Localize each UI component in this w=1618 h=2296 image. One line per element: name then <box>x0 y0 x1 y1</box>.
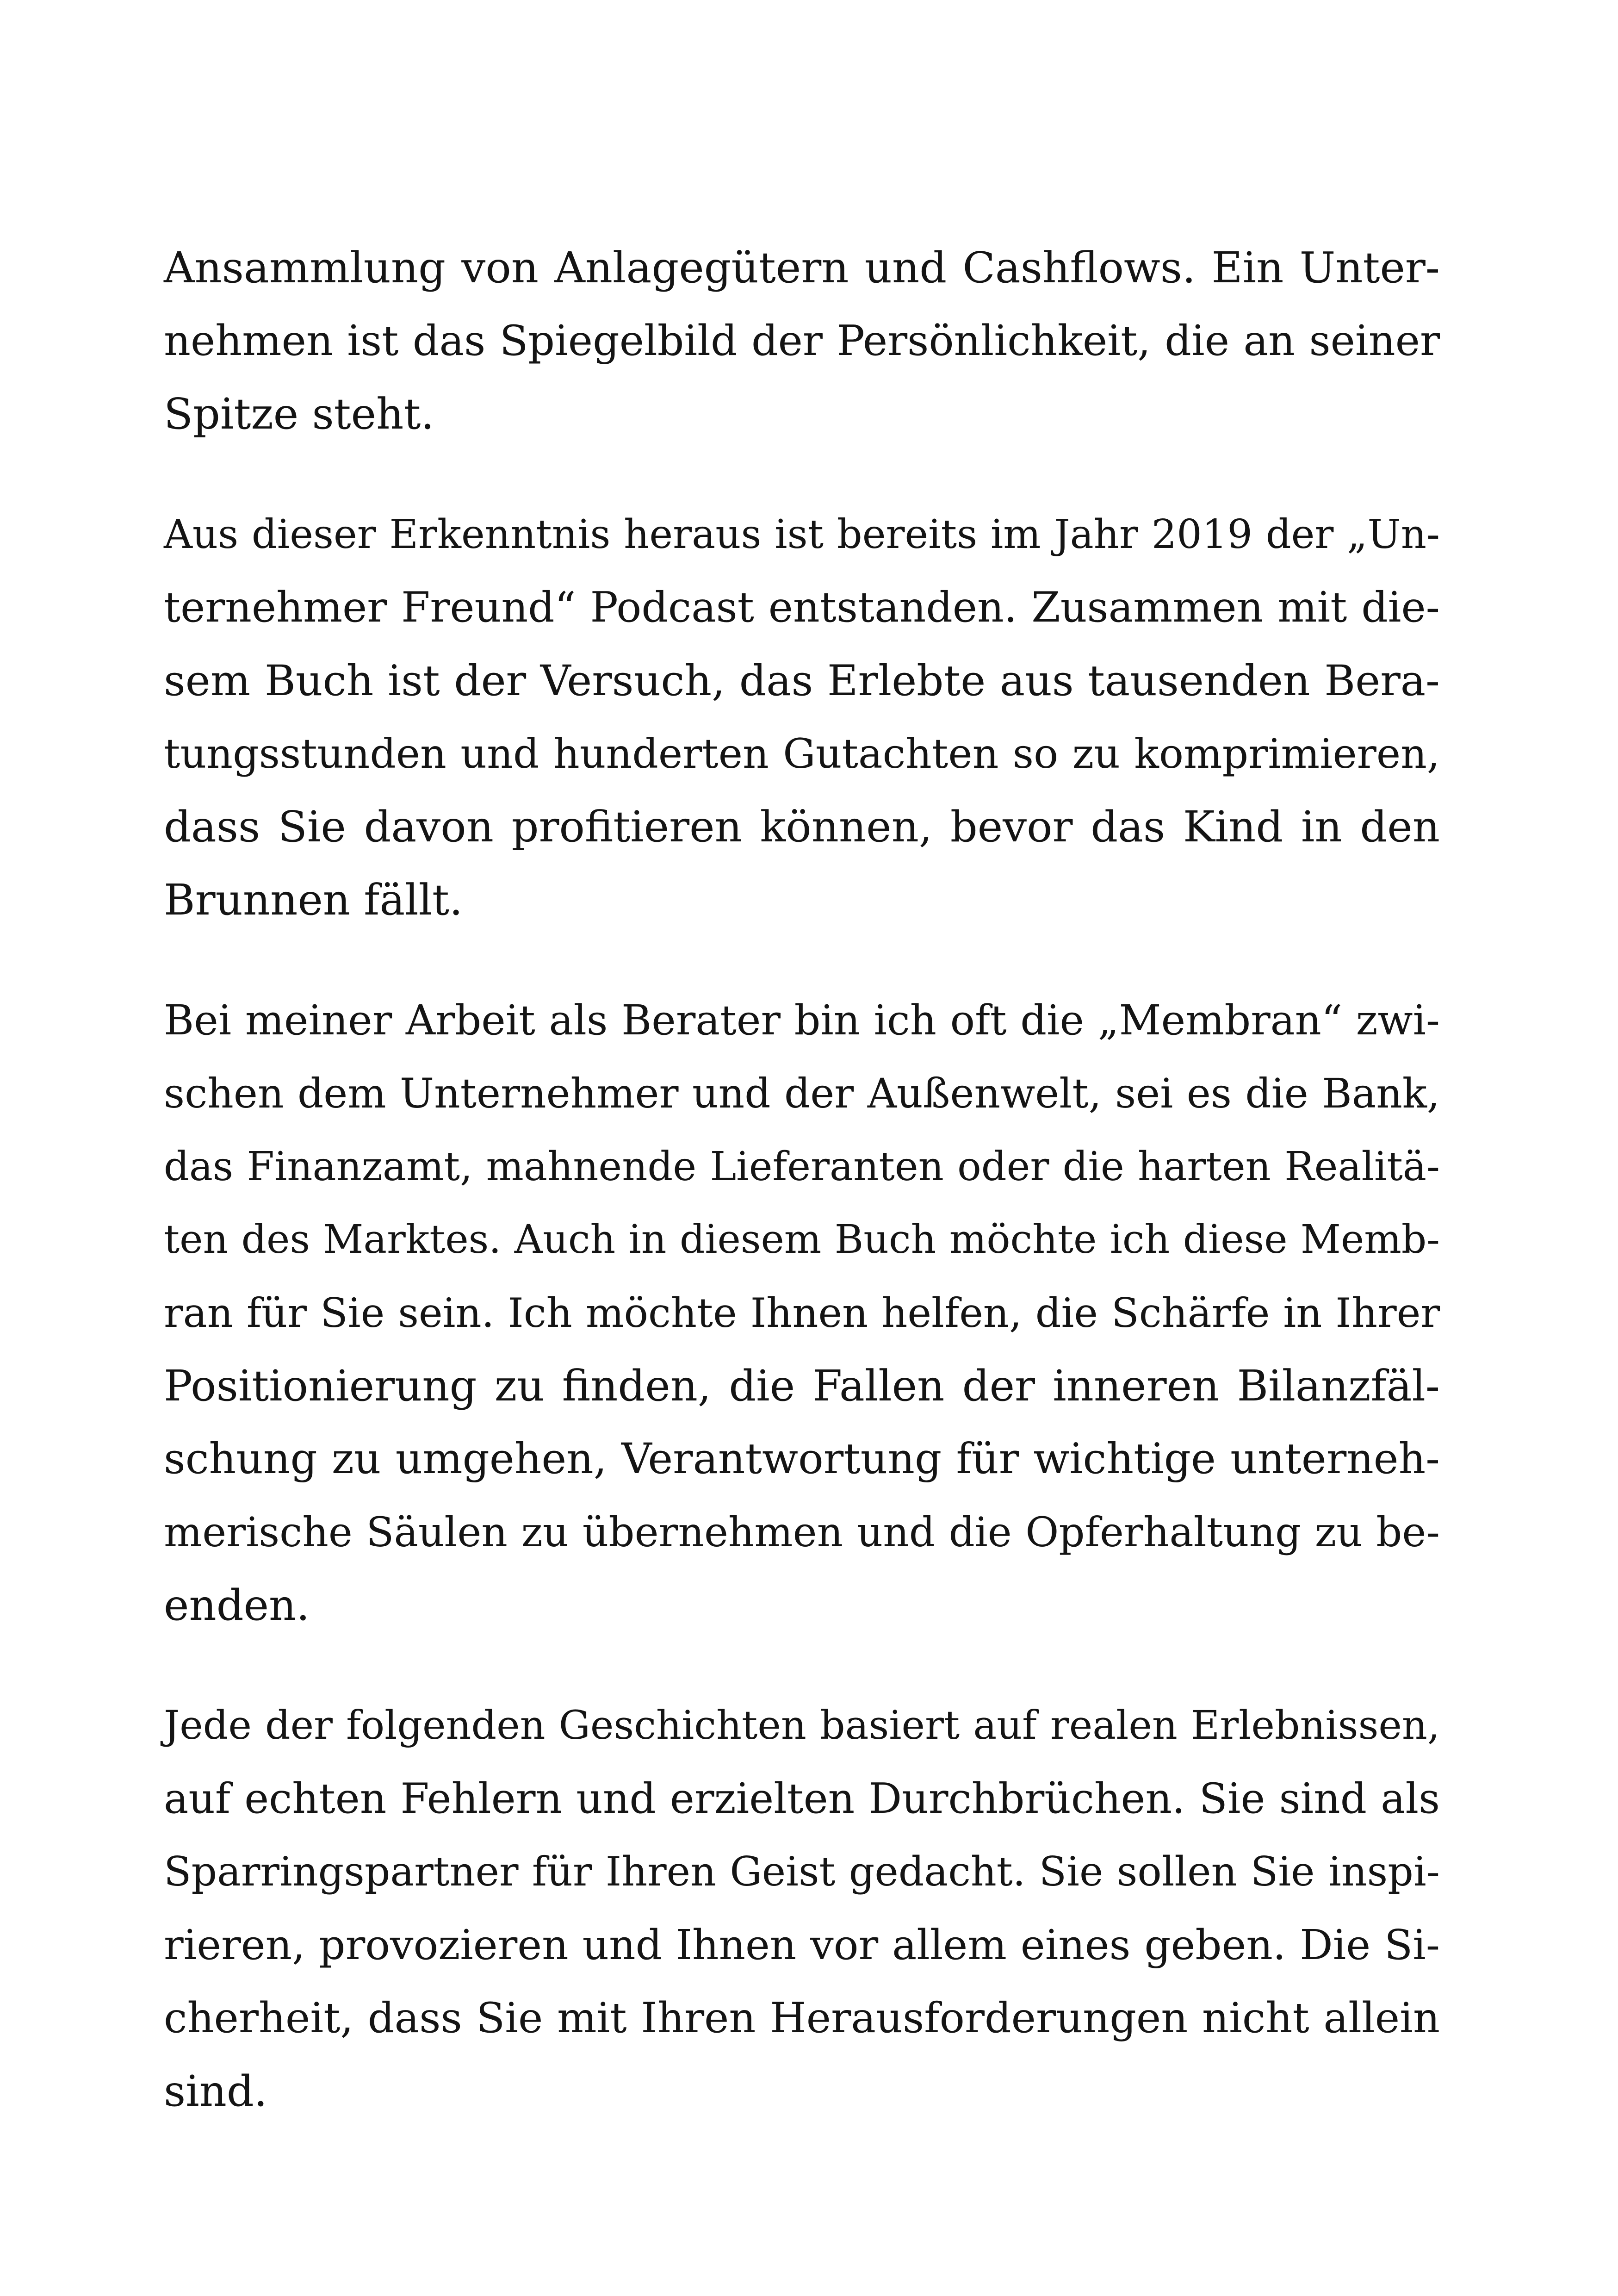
paragraph-2 <box>164 498 1440 937</box>
paragraph-4 <box>164 1689 1440 2128</box>
text-line: auf echten Fehlern und erzielten Durchbrüchen. Sie sind als <box>164 1775 1440 1823</box>
text-line: schung zu umgehen, Verantwortung für wichtige unterneh- <box>164 1435 1440 1483</box>
text-line: cherheit, dass Sie mit Ihren Herausforderungen nicht allein <box>164 1994 1440 2042</box>
text-line: Spitze steht. <box>164 389 434 439</box>
text-line: ternehmer Freund“ Podcast entstanden. Zusammen mit die- <box>164 584 1440 632</box>
text-line: Brunnen fällt. <box>164 875 463 925</box>
text-line: Sparringspartner für Ihren Geist gedacht. Sie sollen Sie inspi- <box>164 1848 1440 1895</box>
paragraph-1 <box>164 231 1440 451</box>
text-line: ten des Marktes. Auch in diesem Buch möchte ich diese Memb- <box>164 1217 1440 1263</box>
text-line: sem Buch ist der Versuch, das Erlebte aus tausenden Bera- <box>164 656 1440 705</box>
text-line: schen dem Unternehmer und der Außenwelt, sei es die Bank, <box>164 1070 1440 1117</box>
text-line: das Finanzamt, mahnende Lieferanten oder die harten Realitä- <box>164 1144 1440 1190</box>
paragraph-3 <box>164 984 1440 1642</box>
text-line: tungsstunden und hunderten Gutachten so zu komprimieren, <box>164 730 1440 778</box>
text-line: enden. <box>164 1580 310 1630</box>
text-line: Aus dieser Erkenntnis heraus ist bereits im Jahr 2019 der „Un- <box>164 511 1440 558</box>
text-line: dass Sie davon profitieren können, bevor das Kind in den <box>164 802 1440 852</box>
text-line: ran für Sie sein. Ich möchte Ihnen helfen, die Schärfe in Ihrer <box>164 1289 1440 1337</box>
text-line: Bei meiner Arbeit als Berater bin ich oft die „Membran“ zwi- <box>164 996 1440 1044</box>
text-line: Ansammlung von Anlagegütern und Cashflows. Ein Unter- <box>164 243 1440 292</box>
text-line: nehmen ist das Spiegelbild der Persönlichkeit, die an seiner <box>164 317 1440 365</box>
body-text <box>164 231 1440 2175</box>
text-line: Jede der folgenden Geschichten basiert auf realen Erlebnissen, <box>164 1703 1440 1748</box>
text-line: merische Säulen zu übernehmen und die Opferhaltung zu be- <box>164 1509 1440 1556</box>
text-line: rieren, provozieren und Ihnen vor allem eines geben. Die Si- <box>164 1921 1440 1969</box>
text-line: sind. <box>164 2066 268 2116</box>
text-line: Positionierung zu finden, die Fallen der inneren Bilanzfäl- <box>164 1361 1440 1411</box>
